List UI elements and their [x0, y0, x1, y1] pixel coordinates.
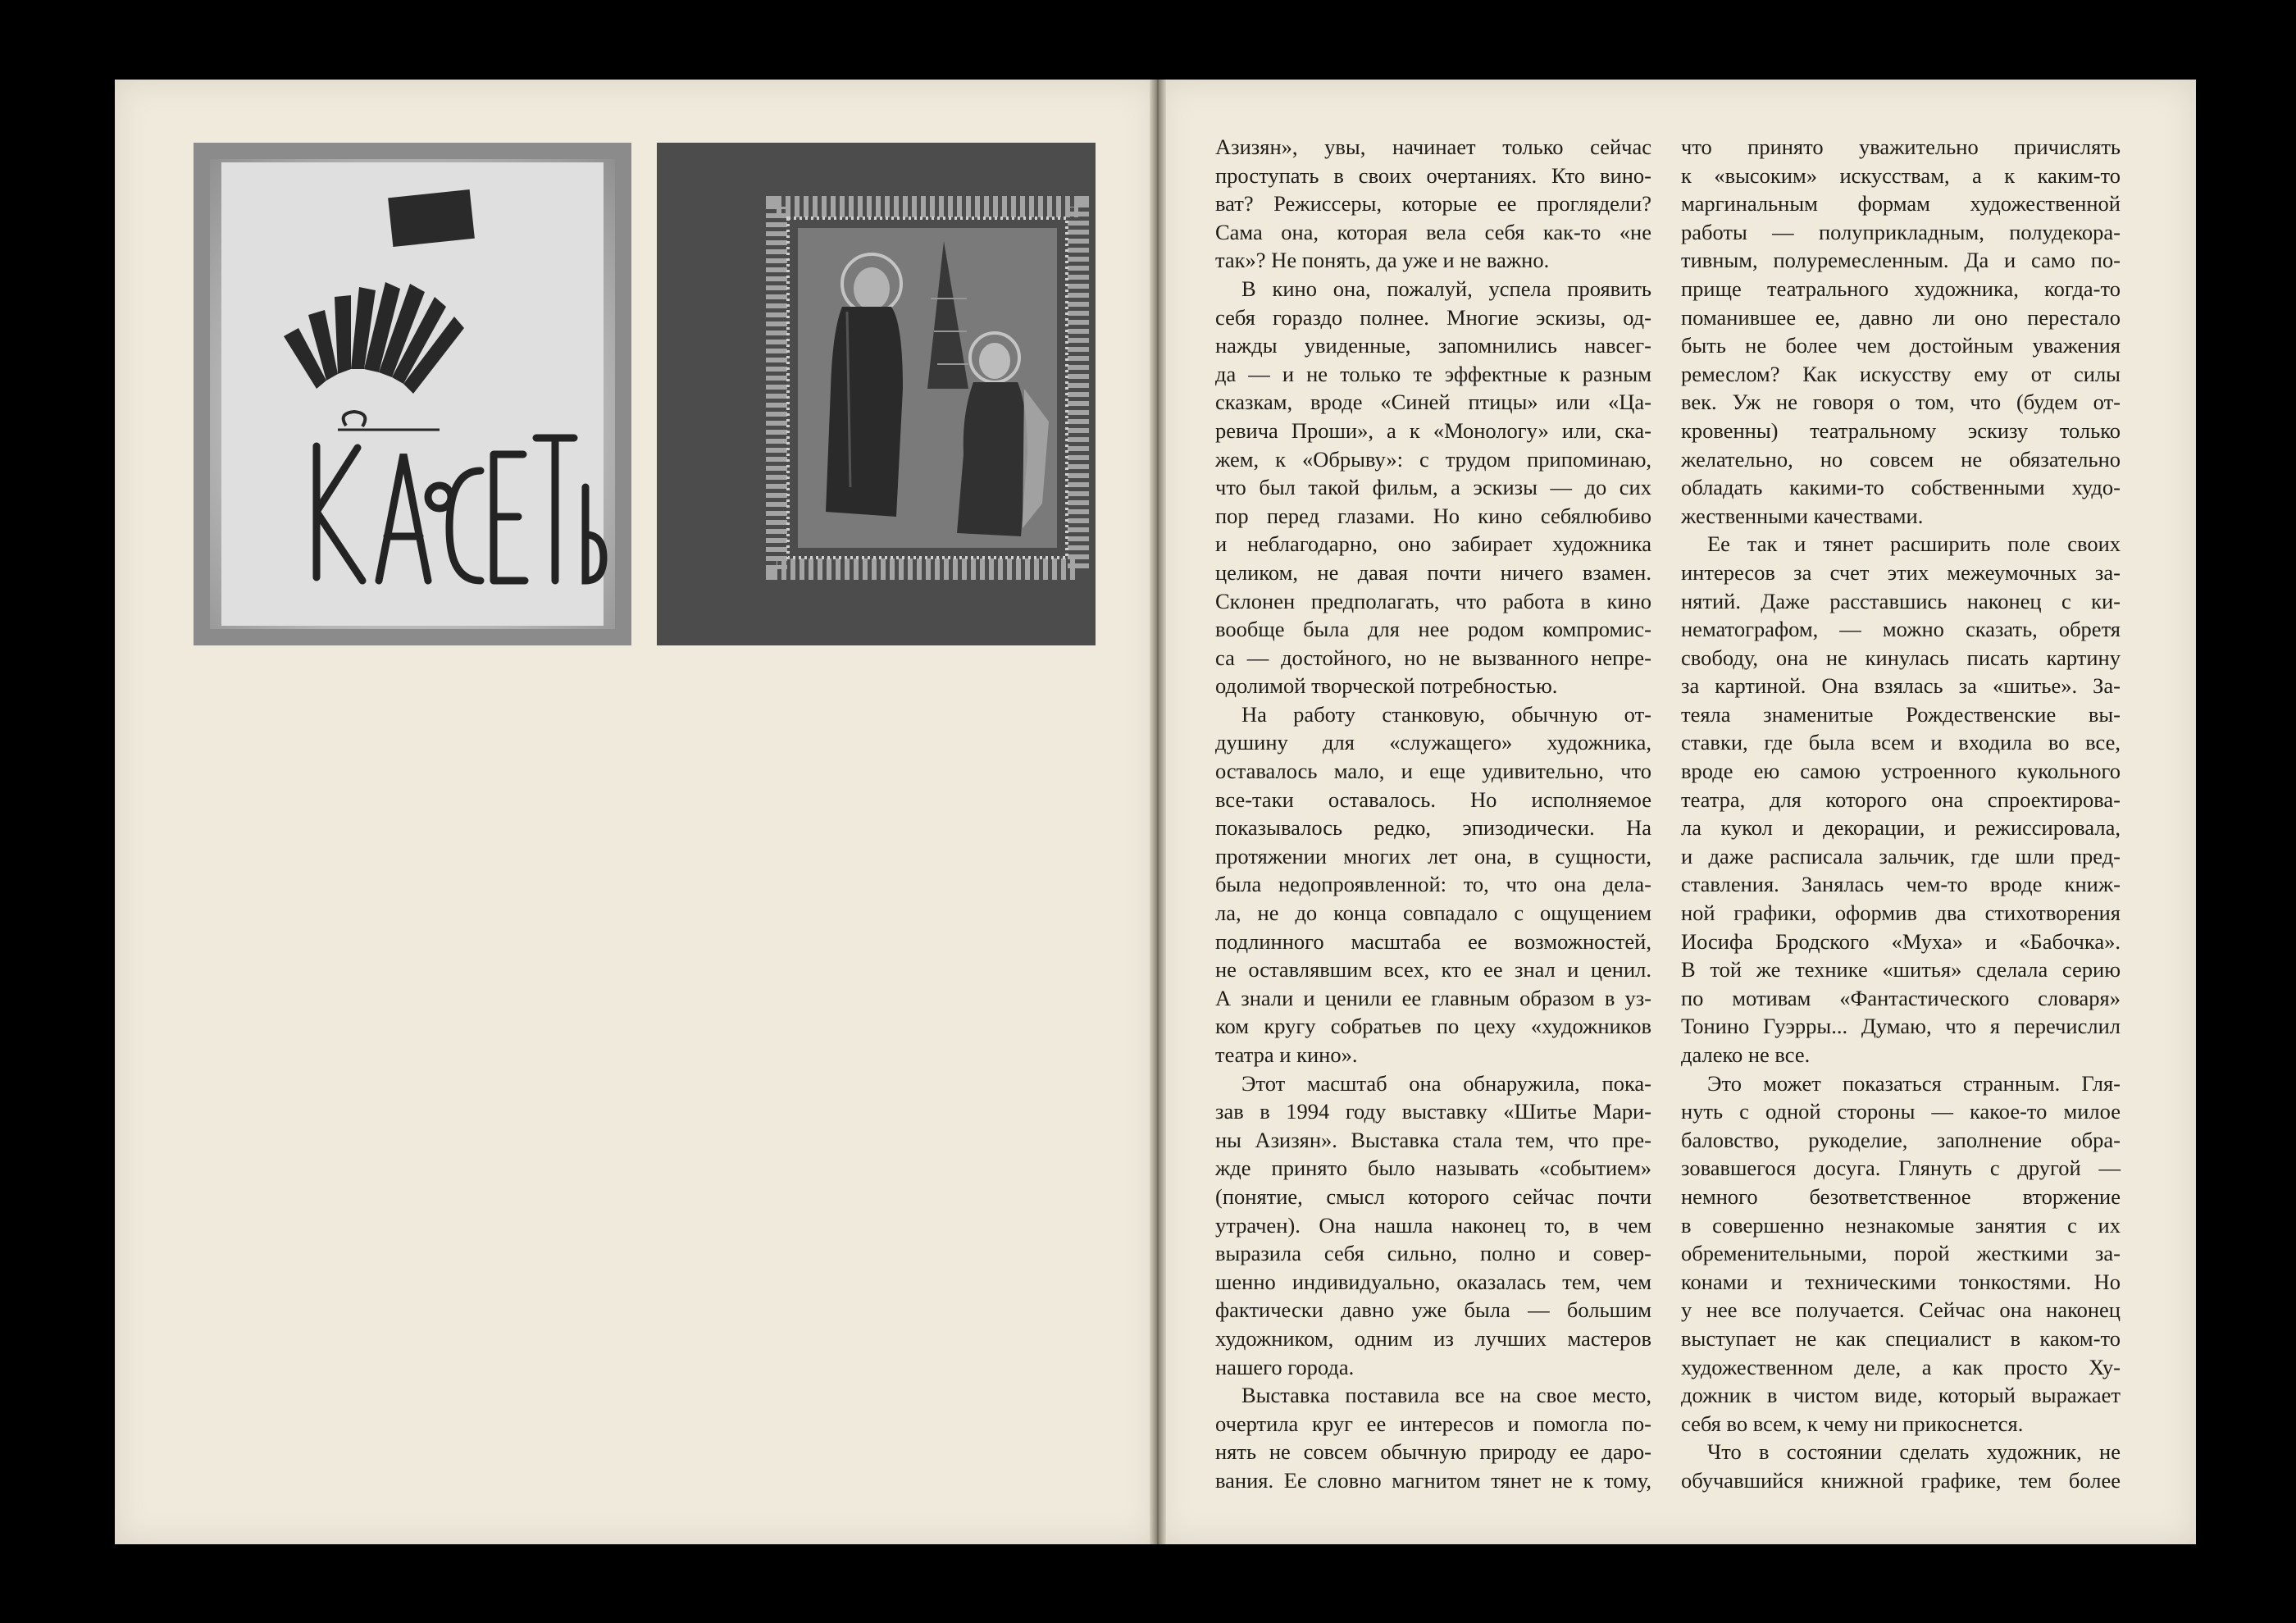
text-line: работы — полуприкладным, полудекора-	[1681, 219, 2121, 244]
text-line: что был такой фильм, а эскизы — до сих	[1215, 475, 1651, 500]
text-line: век. Уж не говоря о том, что (будем от-	[1681, 390, 2121, 415]
text-line: далеко не все.	[1681, 1042, 1811, 1067]
embroidery-photo-icon-saints	[657, 143, 1096, 645]
text-line: В той же технике «шитья» сделала серию	[1681, 957, 2121, 982]
text-line: Сама она, которая вела себя как-то «не	[1215, 219, 1651, 244]
text-line: прище театрального художника, когда-то	[1681, 276, 2121, 301]
text-line: нять не совсем обычную природу ее даро-	[1215, 1439, 1651, 1465]
text-line: зовавшегося досуга. Глянуть с другой —	[1681, 1156, 2121, 1181]
text-line: оставалось мало, и еще удивительно, что	[1215, 759, 1651, 784]
embroidery-icon-saints-image	[657, 143, 1096, 645]
text-line: вания. Ее словно магнитом тянет не к тому,	[1215, 1467, 1651, 1493]
text-line: свободу, она не кинулась писать картину	[1681, 645, 2121, 670]
text-line: не оставлявшим всех, кто ее знал и ценил.	[1215, 957, 1651, 982]
text-line: поманившее ее, давно ли оно перестало	[1681, 304, 2121, 330]
text-line: жем, к «Обрыву»: с трудом припоминаю,	[1215, 446, 1651, 472]
text-line: зав в 1994 году выставку «Шитье Мари-	[1215, 1099, 1651, 1124]
text-line: тивным, полуремесленным. Да и само по-	[1681, 248, 2121, 273]
text-line: вроде ею самою устроенного кукольного	[1681, 759, 2121, 784]
text-line: выразила себя сильно, полно и совер-	[1215, 1241, 1651, 1266]
text-line: жде принято было называть «событием»	[1215, 1156, 1651, 1181]
text-line: художественном деле, а как просто Ху-	[1681, 1354, 2121, 1379]
text-line: ла, не до конца совпадало с ощущением	[1215, 900, 1651, 926]
text-line: нуть с одной стороны — какое-то милое	[1681, 1099, 2121, 1124]
text-line: Выставка поставила все на свое место,	[1241, 1383, 1651, 1408]
text-line: нажды увиденные, запомнились навсег-	[1215, 333, 1651, 358]
text-line: проступать в своих очертаниях. Кто вино-	[1215, 162, 1651, 188]
text-line: к «высоким» искусствам, а к каким-то	[1681, 162, 2121, 188]
text-line: А знали и ценили ее главным образом в уз-	[1215, 985, 1651, 1010]
text-line: обучавшийся книжной графике, тем более	[1681, 1467, 2121, 1493]
text-line: ной графики, оформив два стихотворения	[1681, 900, 2121, 926]
text-line: немного безответственное вторжение	[1681, 1183, 2121, 1209]
text-line: ремеслом? Как искусству ему от силы	[1681, 361, 2121, 386]
text-line: желательно, но совсем не обязательно	[1681, 446, 2121, 472]
text-line: показывалось редко, эпизодически. На	[1215, 815, 1651, 841]
text-line: что принято уважительно причислять	[1681, 134, 2121, 159]
text-line: и даже расписала зальчик, где шли пред-	[1681, 843, 2121, 868]
text-line: утрачен). Она нашла наконец то, в чем	[1215, 1212, 1651, 1238]
text-line: нематографом, — можно сказать, обретя	[1681, 617, 2121, 642]
text-line: маргинальным формам художественной	[1681, 191, 2121, 217]
text-line: интересов за счет этих межеумочных за-	[1681, 559, 2121, 585]
text-line: по мотивам «Фантастического словаря»	[1681, 985, 2121, 1010]
text-line: выступает не как специалист в каком-то	[1681, 1325, 2121, 1351]
text-line: сказкам, вроде «Синей птицы» или «Ца-	[1215, 390, 1651, 415]
embroidery-photo-kassety	[194, 143, 631, 645]
text-line: одолимой творческой потребностью.	[1215, 673, 1558, 699]
text-line: Тонино Гуэрры... Думаю, что я перечислил	[1681, 1014, 2121, 1039]
text-line: ват? Режиссеры, которые ее проглядели?	[1215, 191, 1651, 217]
text-line: обременительными, порой жесткими за-	[1681, 1241, 2121, 1266]
text-line: Это может показаться странным. Гля-	[1707, 1070, 2121, 1096]
text-line: ставления. Занялась чем-то вроде книж-	[1681, 872, 2121, 897]
text-line: Ее так и тянет расширить поле своих	[1707, 531, 2121, 557]
text-line: все-таки оставалось. Но исполняемое	[1215, 786, 1651, 812]
text-line: в совершенно незнакомые занятия с их	[1681, 1212, 2121, 1238]
text-line: душину для «служащего» художника,	[1215, 730, 1651, 755]
text-line: Азизян», увы, начинает только сейчас	[1215, 134, 1651, 159]
book-gutter	[1150, 80, 1166, 1544]
text-line: дожник в чистом виде, который выражает	[1681, 1383, 2121, 1408]
text-line: кровенны) театральному эскизу только	[1681, 417, 2121, 443]
text-line: театра, для которого она спроектирова-	[1681, 786, 2121, 812]
text-line: жественными качествами.	[1681, 503, 1924, 528]
text-line: теяла знаменитые Рождественские вы-	[1681, 701, 2121, 727]
text-line: Что в состоянии сделать художник, не	[1707, 1439, 2121, 1465]
text-line: пор перед глазами. Но кино себялюбиво	[1215, 503, 1651, 528]
text-line: у нее все получается. Сейчас она наконец	[1681, 1297, 2121, 1323]
text-line: Склонен предполагать, что работа в кино	[1215, 588, 1651, 613]
text-line: целиком, не давая почти ничего взамен.	[1215, 559, 1651, 585]
text-line: ком кругу собратьев по цеху «художников	[1215, 1014, 1651, 1039]
text-line: са — достойного, но не вызванного непре-	[1215, 645, 1651, 670]
text-line: фактически давно уже была — большим	[1215, 1297, 1651, 1323]
text-line: протяжении многих лет она, в сущности,	[1215, 843, 1651, 868]
text-line: Этот масштаб она обнаружила, пока-	[1241, 1070, 1651, 1096]
text-line: быть не более чем достойным уважения	[1681, 333, 2121, 358]
text-line: (понятие, смысл которого сейчас почти	[1215, 1183, 1651, 1209]
text-line: художником, одним из лучших мастеров	[1215, 1325, 1651, 1351]
text-line: очертила круг ее интересов и помогла по-	[1215, 1411, 1651, 1436]
text-line: ла кукол и декорации, и режиссировала,	[1681, 815, 2121, 841]
text-line: В кино она, пожалуй, успела проявить	[1241, 276, 1651, 301]
text-line: Иосифа Бродского «Муха» и «Бабочка».	[1681, 928, 2121, 954]
text-line: себя во всем, к чему ни прикоснется.	[1681, 1411, 2024, 1436]
text-line: шенно индивидуально, оказалась тем, чем	[1215, 1269, 1651, 1294]
text-line: обладать какими-то собственными худо-	[1681, 475, 2121, 500]
text-line: была недопроявленной: то, что она дела-	[1215, 872, 1651, 897]
text-line: нашего города.	[1215, 1354, 1355, 1379]
text-line: театра и кино».	[1215, 1042, 1358, 1067]
text-column-right	[1681, 133, 2121, 1495]
text-line: себя гораздо полнее. Многие эскизы, од-	[1215, 304, 1651, 330]
text-line: подлинного масштаба ее возможностей,	[1215, 928, 1651, 954]
embroidery-kassety-image	[194, 143, 631, 645]
text-line: так»? Не понять, да уже и не важно.	[1215, 248, 1550, 273]
text-line: нятий. Даже расставшись наконец с ки-	[1681, 588, 2121, 613]
text-line: ревича Проши», а к «Монологу» или, ска-	[1215, 417, 1651, 443]
text-line: и неблагодарно, оно забирает художника	[1215, 531, 1651, 557]
text-column-left	[1215, 133, 1651, 1495]
text-line: баловство, рукоделие, заполнение обра-	[1681, 1127, 2121, 1152]
text-line: ны Азизян». Выставка стала тем, что пре-	[1215, 1127, 1651, 1152]
text-line: вообще была для нее родом компромис-	[1215, 617, 1651, 642]
text-line: ставки, где была всем и входила во все,	[1681, 730, 2121, 755]
text-line: за картиной. Она взялась за «шитье». За-	[1681, 673, 2121, 699]
text-line: На работу станковую, обычную от-	[1241, 701, 1651, 727]
text-line: конами и техническими тонкостями. Но	[1681, 1269, 2121, 1294]
text-line: да — и не только те эффектные к разным	[1215, 361, 1651, 386]
